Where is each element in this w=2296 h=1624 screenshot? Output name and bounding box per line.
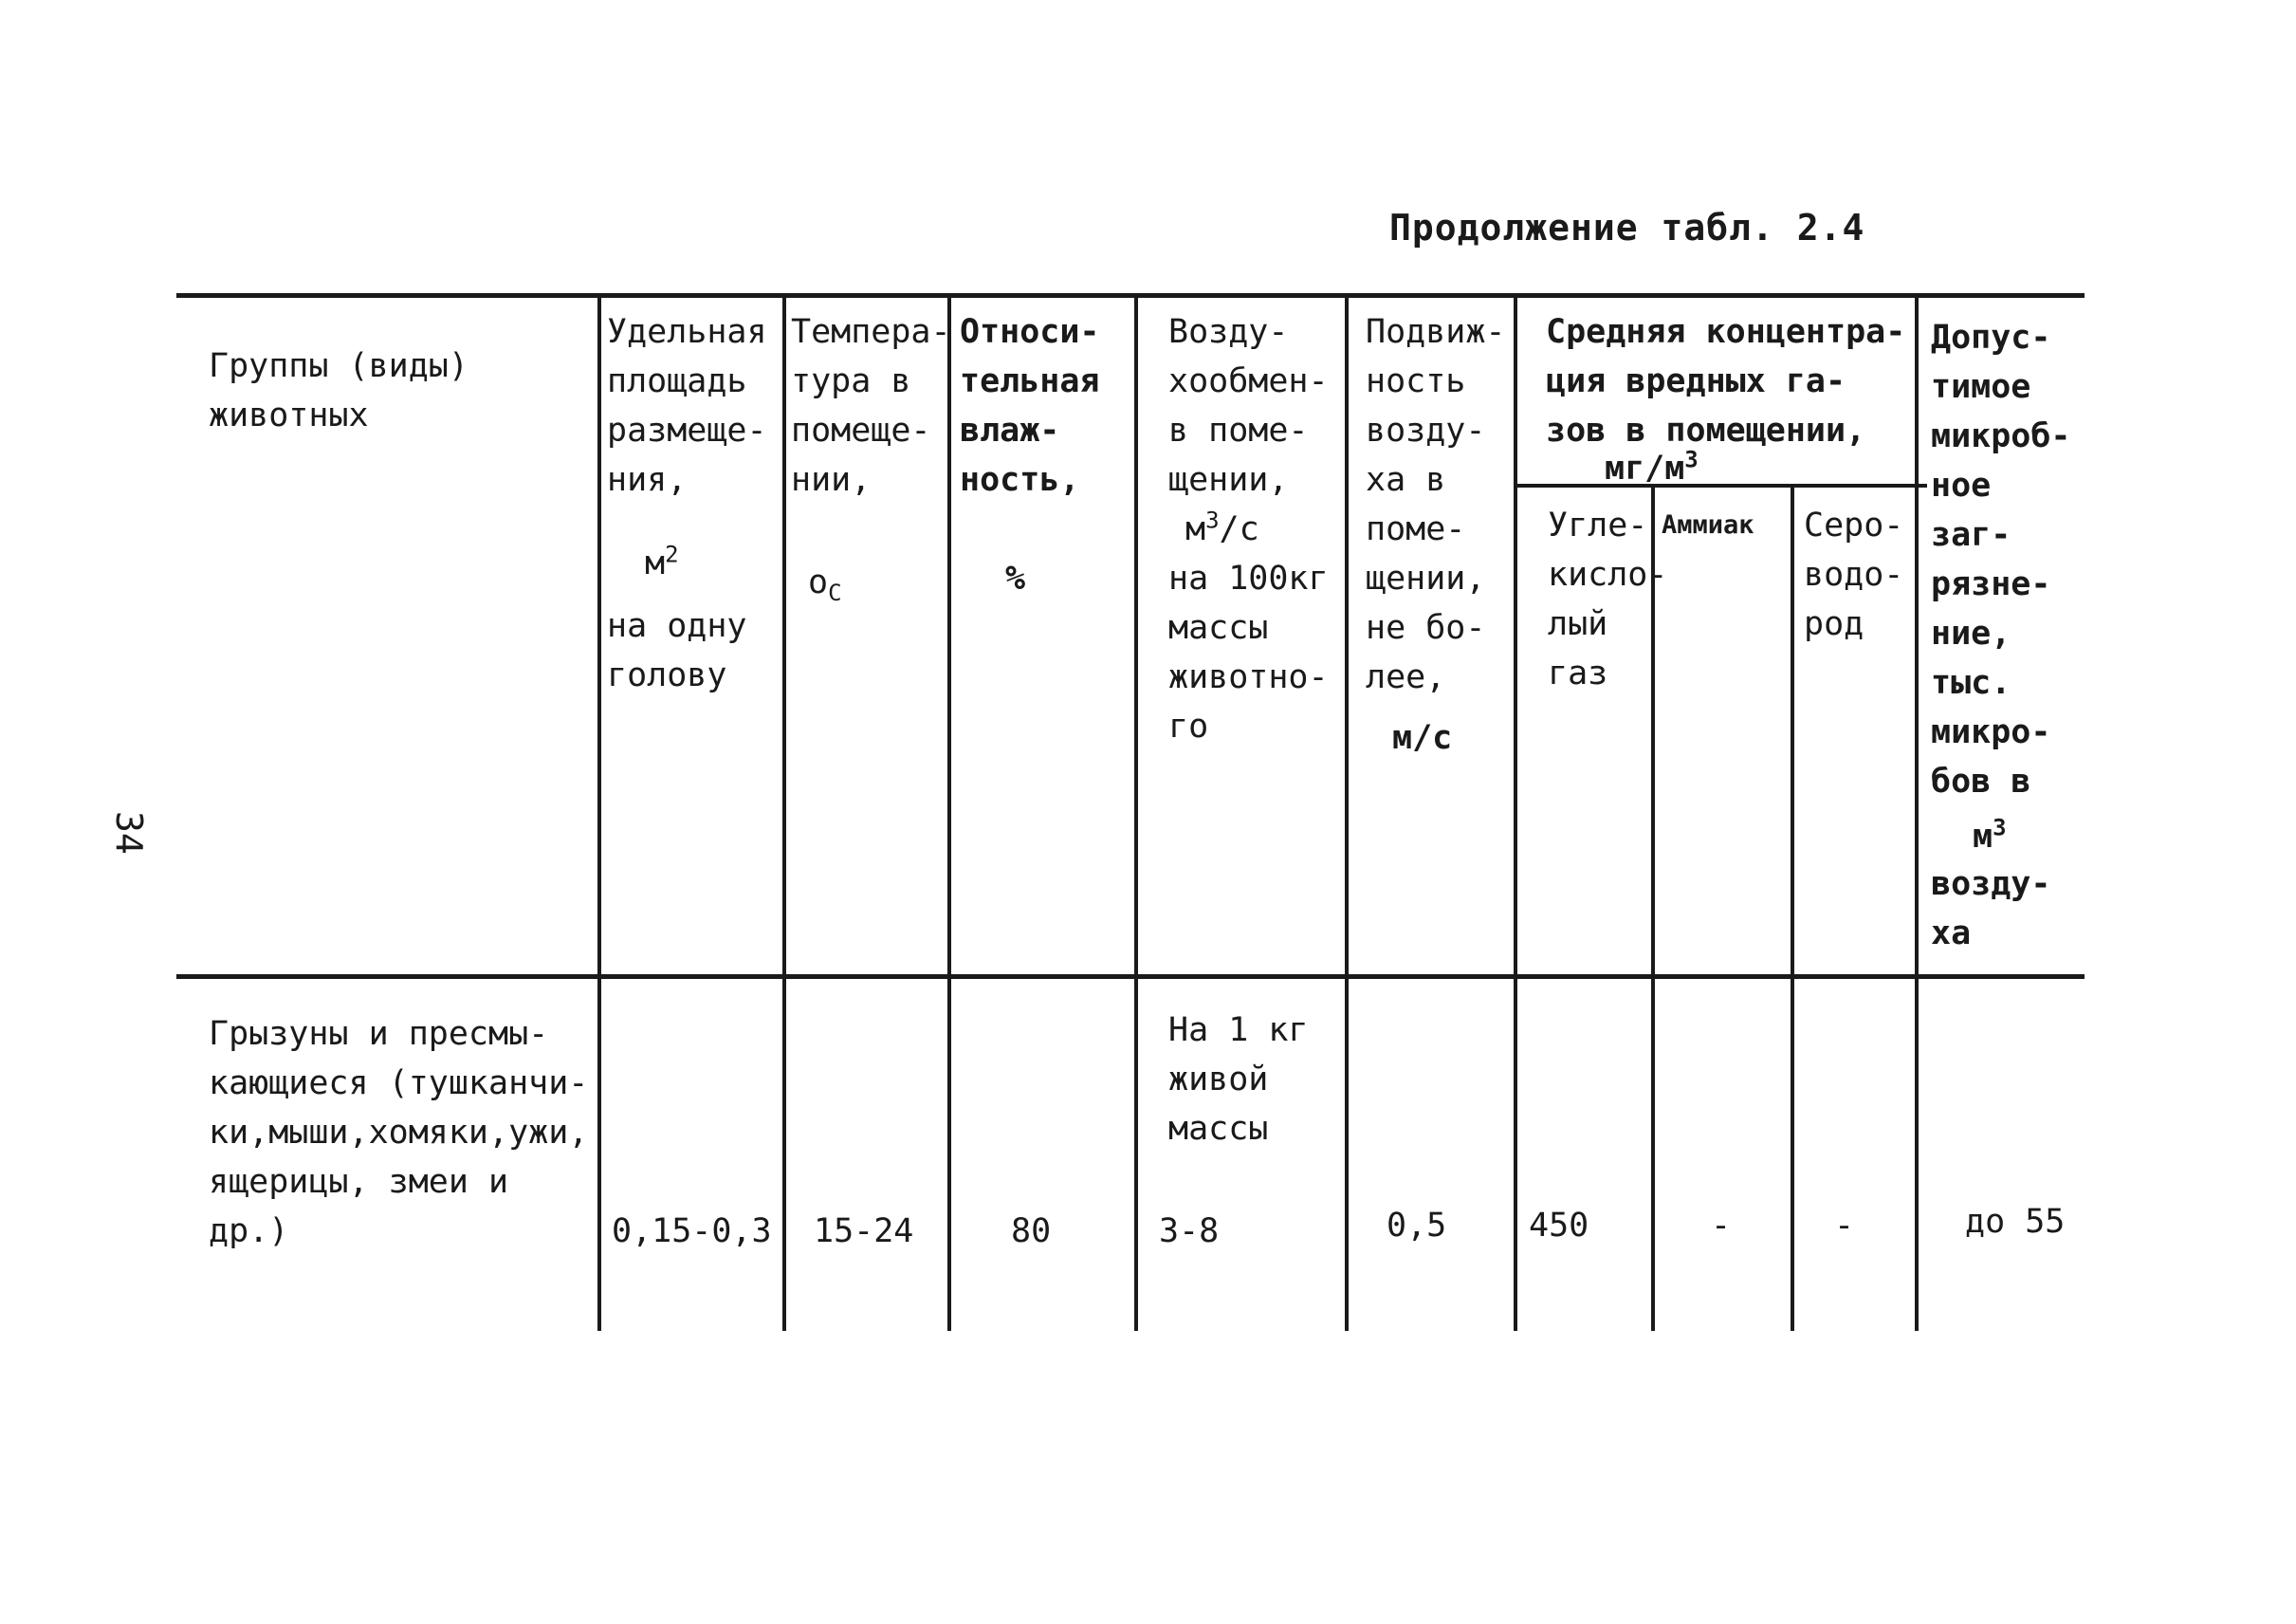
- header-temperature-unit: [808, 558, 842, 607]
- row-humidity: 80: [1011, 1212, 1052, 1250]
- header-microbial-unit: [1973, 812, 2007, 861]
- header-air-velocity: Подвиж- ность возду- ха в поме- щении, не бо- лее,: [1366, 313, 1506, 696]
- row-microbial: до 55: [1965, 1203, 2066, 1241]
- header-humidity-unit: %: [1005, 560, 1026, 598]
- header-microbial-unit-exp: 3: [1993, 814, 2007, 841]
- row-group: Грызуны и пресмы- кающиеся (тушканчи- ки,мыши,хомяки,ужи, ящерицы, змеи и др.): [209, 1015, 589, 1250]
- header-air-exchange-unit: [1185, 505, 1259, 554]
- header-gas-group-unit-base: мг/м: [1605, 450, 1685, 488]
- column-divider-2: [782, 295, 786, 1331]
- header-group: Группы (виды) животных: [209, 347, 468, 434]
- header-temperature-unit-sub: С: [828, 580, 842, 606]
- column-divider-9: [1915, 295, 1919, 1331]
- column-divider-1: [597, 295, 601, 1331]
- header-ammonia: Аммиак: [1662, 510, 1754, 540]
- header-microbial-unit-base: м: [1973, 818, 1993, 856]
- header-microbial: Допус- тимое микроб- ное заг- рязне- ние, тыс. микро- бов в: [1931, 319, 2071, 801]
- row-area: 0,15-0,3: [612, 1212, 772, 1250]
- column-divider-4: [1134, 295, 1138, 1331]
- header-area-unit-rest: на одну голову: [607, 607, 747, 694]
- column-divider-8: [1791, 486, 1794, 1331]
- continuation-label: Продолжение табл. 2.4: [1389, 207, 1865, 249]
- header-co2: Угле- кисло- лый газ: [1548, 507, 1668, 692]
- header-temperature: Темпера- тура в помеще- нии,: [791, 313, 951, 499]
- row-air-velocity: 0,5: [1387, 1207, 1447, 1245]
- header-air-exchange-top: Возду- хообмен- в поме- щении,: [1168, 313, 1329, 499]
- page-number: 34: [108, 811, 150, 855]
- header-humidity: Относи- тельная влаж- ность,: [960, 313, 1100, 499]
- header-air-exchange-unit-base: м: [1185, 510, 1206, 548]
- row-air-exchange: 3-8: [1159, 1212, 1220, 1250]
- row-temperature: 15-24: [814, 1212, 914, 1250]
- header-area-unit: [645, 539, 679, 588]
- header-microbial-unit-rest: возду- ха: [1931, 865, 2051, 952]
- header-h2s: Серо- водо- род: [1804, 507, 1904, 643]
- header-gas-group-unit-exp: 3: [1684, 446, 1699, 473]
- header-air-velocity-unit: м/с: [1392, 719, 1453, 757]
- row-air-exchange-note: На 1 кг живой массы: [1168, 1011, 1309, 1148]
- header-air-exchange-bottom: на 100кг массы животно- го: [1168, 560, 1329, 746]
- header-air-exchange-unit-rest: /с: [1219, 510, 1259, 548]
- column-divider-6: [1514, 295, 1517, 1331]
- header-gas-group-unit: [1605, 444, 1699, 493]
- header-temperature-unit-base: о: [808, 563, 829, 601]
- row-co2: 450: [1529, 1207, 1589, 1245]
- row-ammonia: -: [1711, 1207, 1732, 1245]
- column-divider-5: [1345, 295, 1349, 1331]
- header-area: Удельная площадь размеще- ния,: [607, 313, 767, 499]
- table-top-rule: [176, 293, 2085, 298]
- header-area-unit-base: м: [645, 544, 666, 582]
- header-bottom-rule: [176, 974, 2085, 979]
- row-h2s: -: [1834, 1207, 1855, 1245]
- gas-group-divider: [1517, 484, 1927, 488]
- header-area-unit-exp: 2: [665, 541, 679, 568]
- header-gas-group-title: Средняя концентра- ция вредных га- зов в помещении,: [1546, 313, 1906, 450]
- header-air-exchange-unit-exp: 3: [1205, 507, 1220, 534]
